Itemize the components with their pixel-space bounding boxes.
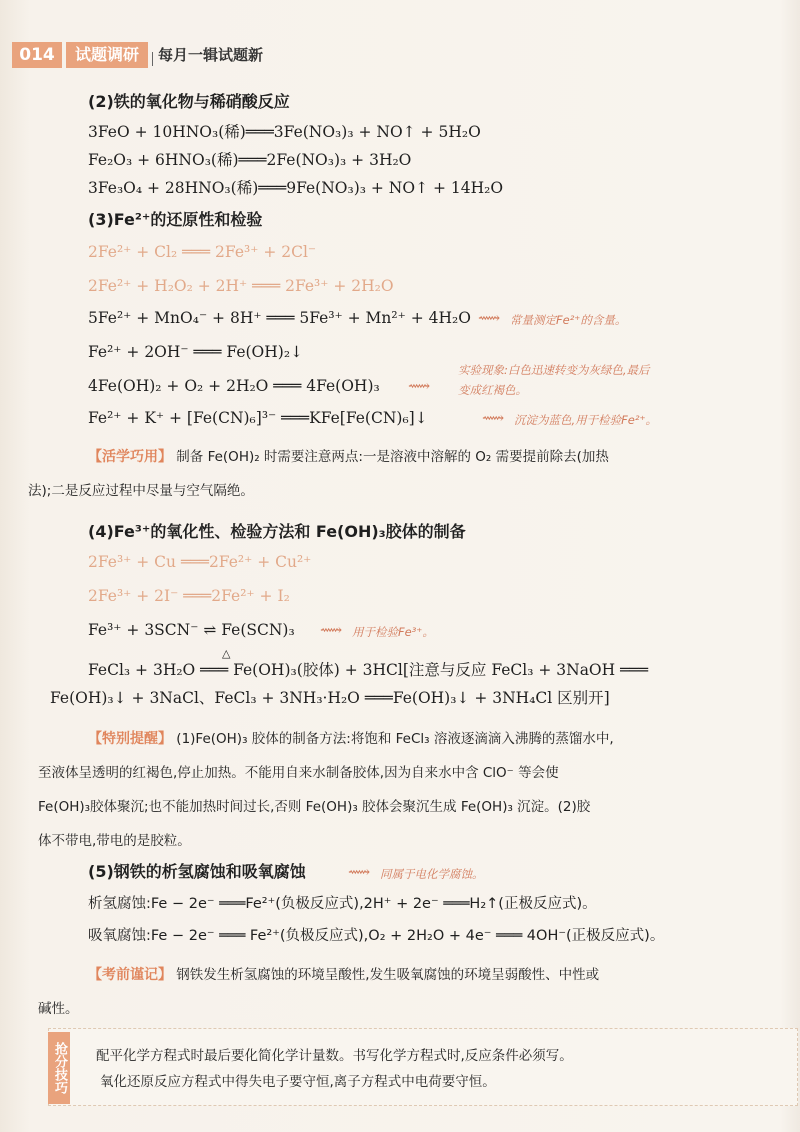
s3-equation-2: 2Fe²⁺ + H₂O₂ + 2H⁺ ═══ 2Fe³⁺ + 2H₂O [88, 277, 394, 295]
s4-equation-3: Fe³⁺ + 3SCN⁻ ⇌ Fe(SCN)₃ [88, 621, 295, 639]
tip-1-label: 【活学巧用】 [88, 449, 172, 465]
tip-1-line-2: 法);二是反应过程中尽量与空气隔绝。 [28, 483, 254, 499]
tip-exam-reminder [38, 958, 768, 1026]
tip-2-line-2: 至液体呈透明的红褐色,停止加热。不能用自来水制备胶体,因为自来水中含 ClO⁻ 等会使 [38, 765, 559, 781]
tip-special-reminder [38, 722, 768, 858]
tip-2-line-3: Fe(OH)₃胶体聚沉;也不能加热时间过长,否则 Fe(OH)₃ 胶体会聚沉生成 Fe(OH)₃ 沉淀。(2)胶 [38, 799, 591, 815]
s5-note: 同属于电化学腐蚀。 [380, 867, 484, 881]
s2-equation-1: 3FeO + 10HNO₃(稀)═══3Fe(NO₃)₃ + NO↑ + 5H₂O [88, 123, 481, 141]
heat-condition-symbol: △ [222, 647, 231, 660]
s4-equation-4b: Fe(OH)₃↓ + 3NaCl、FeCl₃ + 3NH₃·H₂O ═══Fe(OH)₃↓ + 3NH₄Cl 区别开] [50, 689, 610, 707]
tip-3-line-1: 钢铁发生析氢腐蚀的环境呈酸性,发生吸氧腐蚀的环境呈弱酸性、中性或 [176, 967, 600, 983]
s3-note-3: 常量测定Fe²⁺的含量。 [510, 313, 627, 327]
s5-line-2: 吸氧腐蚀:Fe − 2e⁻ ═══ Fe²⁺(负极反应式),O₂ + 2H₂O + 4e⁻ ═══ 4OH⁻(正极反应式)。 [88, 928, 665, 944]
tip-2-line-4: 体不带电,带电的是胶粒。 [38, 833, 191, 849]
annotation-arrow-icon: ⟿ [408, 377, 431, 395]
footer-line-2: 氧化还原反应方程式中得失电子要守恒,离子方程式中电荷要守恒。 [100, 1074, 496, 1090]
tip-2-label: 【特别提醒】 [88, 731, 172, 747]
footer-line-1: 配平化学方程式时最后要化简化学计量数。书写化学方程式时,反应条件必须写。 [96, 1048, 573, 1064]
section-2-heading: (2)铁的氧化物与稀硝酸反应 [88, 92, 290, 111]
s3-note-5b: 变成红褐色。 [458, 383, 527, 397]
s2-equation-3: 3Fe₃O₄ + 28HNO₃(稀)═══9Fe(NO₃)₃ + NO↑ + 14H₂O [88, 179, 504, 197]
s3-equation-4: Fe²⁺ + 2OH⁻ ═══ Fe(OH)₂↓ [88, 343, 304, 361]
s3-equation-1: 2Fe²⁺ + Cl₂ ═══ 2Fe³⁺ + 2Cl⁻ [88, 243, 317, 261]
footer-tab-label: 抢分技巧 [48, 1032, 70, 1104]
s5-line-1: 析氢腐蚀:Fe − 2e⁻ ═══Fe²⁺(负极反应式),2H⁺ + 2e⁻ ═══H₂↑(正极反应式)。 [88, 896, 597, 912]
s4-note-3: 用于检验Fe³⁺。 [352, 625, 434, 639]
section-4-heading: (4)Fe³⁺的氧化性、检验方法和 Fe(OH)₃胶体的制备 [88, 522, 466, 541]
annotation-arrow-icon: ⟿ [482, 409, 505, 427]
footer-tip-box [48, 1028, 798, 1106]
s3-equation-3: 5Fe²⁺ + MnO₄⁻ + 8H⁺ ═══ 5Fe³⁺ + Mn²⁺ + 4H₂O [88, 309, 471, 327]
tip-3-label: 【考前谨记】 [88, 967, 172, 983]
header-subtitle: 每月一辑试题新 [158, 46, 264, 64]
section-3-heading: (3)Fe²⁺的还原性和检验 [88, 210, 263, 229]
s2-equation-2: Fe₂O₃ + 6HNO₃(稀)═══2Fe(NO₃)₃ + 3H₂O [88, 151, 412, 169]
tip-2-line-1: (1)Fe(OH)₃ 胶体的制备方法:将饱和 FeCl₃ 溶液逐滴滴入沸腾的蒸馏水中, [176, 731, 614, 747]
section-label: 试题调研 [66, 42, 148, 68]
annotation-arrow-icon: ⟿ [478, 309, 501, 327]
s4-equation-4a: FeCl₃ + 3H₂O ═══ Fe(OH)₃(胶体) + 3HCl[注意与反应 FeCl₃ + 3NaOH ═══ [88, 661, 649, 679]
tip-active-learning [28, 440, 768, 508]
page-number: 014 [12, 42, 62, 68]
s3-note-6: 沉淀为蓝色,用于检验Fe²⁺。 [514, 413, 658, 427]
annotation-arrow-icon: ⟿ [320, 621, 343, 639]
s3-equation-6: Fe²⁺ + K⁺ + [Fe(CN)₆]³⁻ ═══KFe[Fe(CN)₆]↓ [88, 409, 428, 427]
s3-note-5a: 实验现象:白色迅速转变为灰绿色,最后 [458, 363, 650, 377]
s4-equation-1: 2Fe³⁺ + Cu ═══2Fe²⁺ + Cu²⁺ [88, 553, 312, 571]
s4-equation-2: 2Fe³⁺ + 2I⁻ ═══2Fe²⁺ + I₂ [88, 587, 290, 605]
tip-3-line-2: 碱性。 [38, 1001, 79, 1017]
tip-1-line-1: 制备 Fe(OH)₂ 时需要注意两点:一是溶液中溶解的 O₂ 需要提前除去(加热 [176, 449, 609, 465]
section-5-heading: (5)钢铁的析氢腐蚀和吸氧腐蚀 [88, 862, 306, 881]
annotation-arrow-icon: ⟿ [348, 863, 371, 881]
s3-equation-5: 4Fe(OH)₂ + O₂ + 2H₂O ═══ 4Fe(OH)₃ [88, 377, 380, 395]
